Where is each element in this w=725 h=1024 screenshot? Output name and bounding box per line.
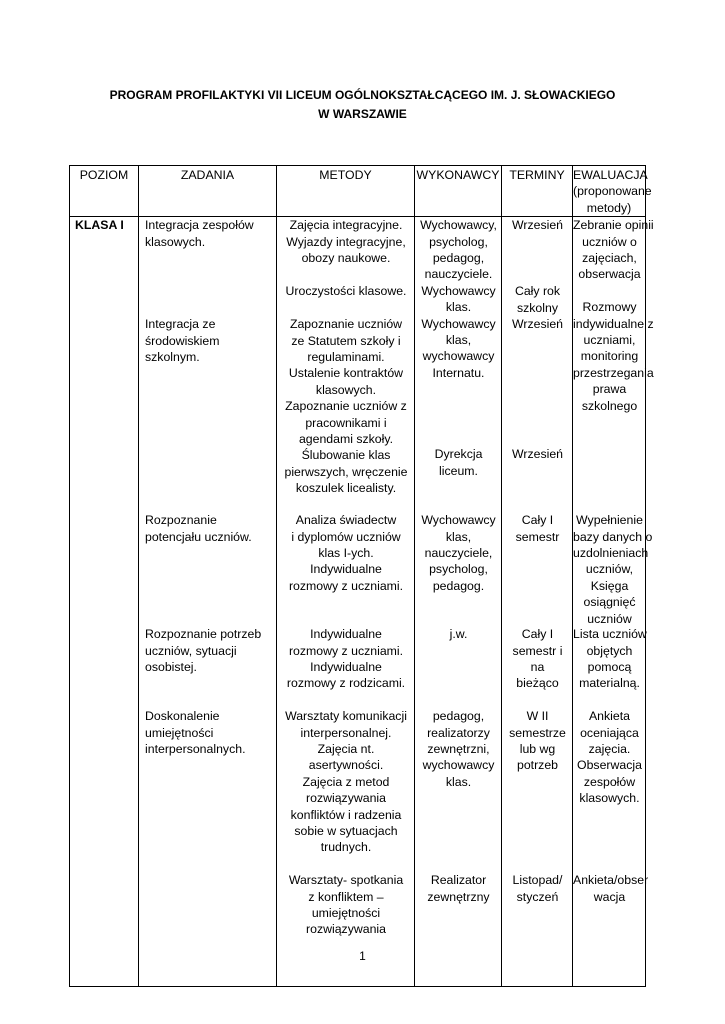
table-row — [70, 217, 646, 987]
method-item: Zapoznanie uczniów ze Statutem szkoły i regulaminami. Ustalenie kontraktów klasowych. Zapoznanie uczniów z pracownikami i agendami szkoły. Ślubowanie klas pierwszych, wręczenie koszulek licealisty. — [284, 317, 408, 496]
page-number: 1 — [359, 949, 366, 963]
executor-item: j.w. — [449, 627, 468, 642]
evaluation-item: Wypełnienie bazy danych o uzdolnieniach uczniów, Księga osiągnięć uczniów — [573, 513, 653, 626]
task-item: Rozpoznanie potencjału uczniów. — [145, 513, 252, 544]
method-item: Zajęcia integracyjne. Wyjazdy integracyjne, obozy naukowe. — [286, 218, 406, 266]
term-item: Cały I semestr — [515, 513, 560, 544]
task-item: Integracja zespołów klasowych. — [145, 218, 254, 249]
method-item: Warsztaty komunikacji interpersonalnej. Zajęcia nt. asertywności. Zajęcia z metod rozwiązywania konfliktów i radzenia sobie w sytuacjach trudnych. — [285, 709, 407, 855]
cell-poziom — [70, 217, 139, 987]
term-item: Wrzesień — [511, 447, 564, 462]
term-item: Listopad/ styczeń — [512, 873, 563, 904]
cell-ewaluacja — [573, 217, 654, 987]
header-metody: METODY — [277, 166, 415, 217]
evaluation-item: Lista uczniów objętych pomocą materialną. — [573, 627, 647, 691]
term-item: W II semestrze lub wg potrzeb — [509, 709, 566, 773]
evaluation-item: Ankieta/obser wacja — [573, 873, 649, 904]
task-item: Rozpoznanie potrzeb uczniów, sytuacji osobistej. — [145, 627, 262, 675]
task-item: Integracja ze środowiskiem szkolnym. — [145, 317, 220, 365]
method-item: Analiza świadectw i dyplomów uczniów klas I-ych. Indywidualne rozmowy z uczniami. — [288, 513, 404, 593]
executor-item: Dyrekcja liceum. — [434, 447, 483, 478]
table-header-row — [70, 166, 646, 217]
executor-item: pedagog, realizatorzy zewnętrzni, wychowawcy klas. — [422, 709, 495, 789]
header-zadania: ZADANIA — [139, 166, 277, 217]
program-table — [69, 165, 654, 987]
cell-zadania — [139, 217, 277, 987]
method-item: Warsztaty- spotkania z konfliktem – umiejętności rozwiązywania — [288, 873, 404, 937]
method-item: Indywidualne rozmowy z uczniami. Indywidualne rozmowy z rodzicami. — [286, 627, 406, 691]
term-item: Cały I semestr i na bieżąco — [512, 627, 563, 691]
cell-wykonawcy — [415, 217, 502, 987]
cell-terminy — [502, 217, 573, 987]
executor-item: Wychowawcy, psycholog, pedagog, nauczyciele. Wychowawcy klas. Wychowawcy klas, wychowawcy Internatu. — [420, 218, 497, 380]
document-title: PROGRAM PROFILAKTYKI VII LICEUM OGÓLNOKSZTAŁCĄCEGO IM. J. SŁOWACKIEGO — [109, 88, 616, 102]
header-poziom: POZIOM — [70, 166, 139, 217]
document-subtitle: W WARSZAWIE — [318, 107, 407, 121]
evaluation-item: Rozmowy indywidualne z uczniami, monitoring przestrzegania prawa szkolnego — [573, 300, 654, 413]
cell-metody — [277, 217, 415, 987]
task-item: Doskonalenie umiejętności interpersonalnych. — [145, 709, 246, 757]
header-terminy: TERMINY — [502, 166, 573, 217]
method-item: Uroczystości klasowe. — [285, 284, 407, 299]
evaluation-item: Zebranie opinii uczniów o zajęciach, obserwacja — [573, 218, 654, 282]
executor-item: Wychowawcy klas, nauczyciele, psycholog, pedagog. — [421, 513, 496, 593]
term-item: Cały rok szkolny Wrzesień — [511, 284, 564, 332]
header-wykonawcy: WYKONAWCY — [415, 166, 502, 217]
evaluation-item: Ankieta oceniająca zajęcia. Obserwacja zespołów klasowych. — [577, 709, 642, 806]
header-ewaluacja: EWALUACJA (proponowane metody) — [573, 166, 646, 217]
term-item: Wrzesień — [511, 218, 564, 233]
level-label: KLASA I — [75, 218, 124, 233]
executor-item: Realizator zewnętrzny — [427, 873, 490, 904]
